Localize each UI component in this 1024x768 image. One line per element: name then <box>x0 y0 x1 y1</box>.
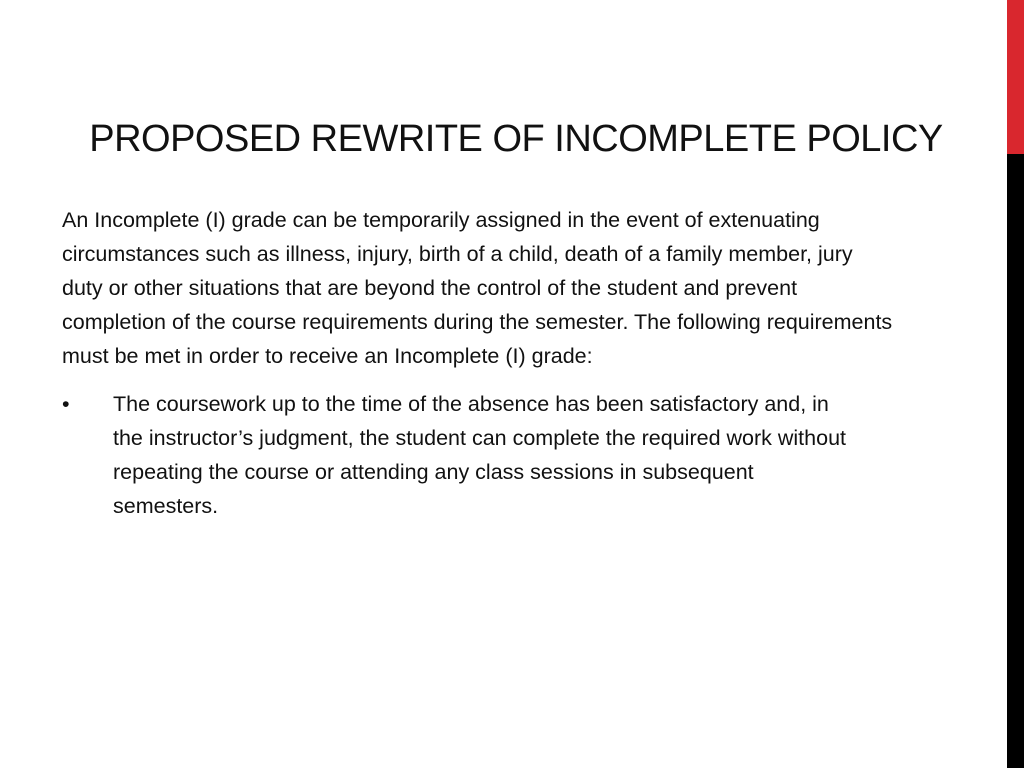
bullet-marker: • <box>62 392 70 416</box>
slide-title: PROPOSED REWRITE OF INCOMPLETE POLICY <box>89 118 943 160</box>
bullet-item <box>62 387 894 523</box>
bullet-list <box>62 387 894 523</box>
side-bar-accent <box>1007 0 1024 154</box>
bullet-text: The coursework up to the time of the absence has been satisfactory and, in the instructor’s judgment, the student can complete the required work without repeating the course or attending any class sessions in subsequent semesters. <box>113 392 846 518</box>
slide-body <box>62 203 894 523</box>
intro-paragraph: An Incomplete (I) grade can be temporarily assigned in the event of extenuating circumstances such as illness, injury, birth of a child, death of a family member, jury duty or other situations that are beyond the control of the student and prevent completion of the course requirements during the semester. The following requirements must be met in order to receive an Incomplete (I) grade: <box>62 208 893 368</box>
